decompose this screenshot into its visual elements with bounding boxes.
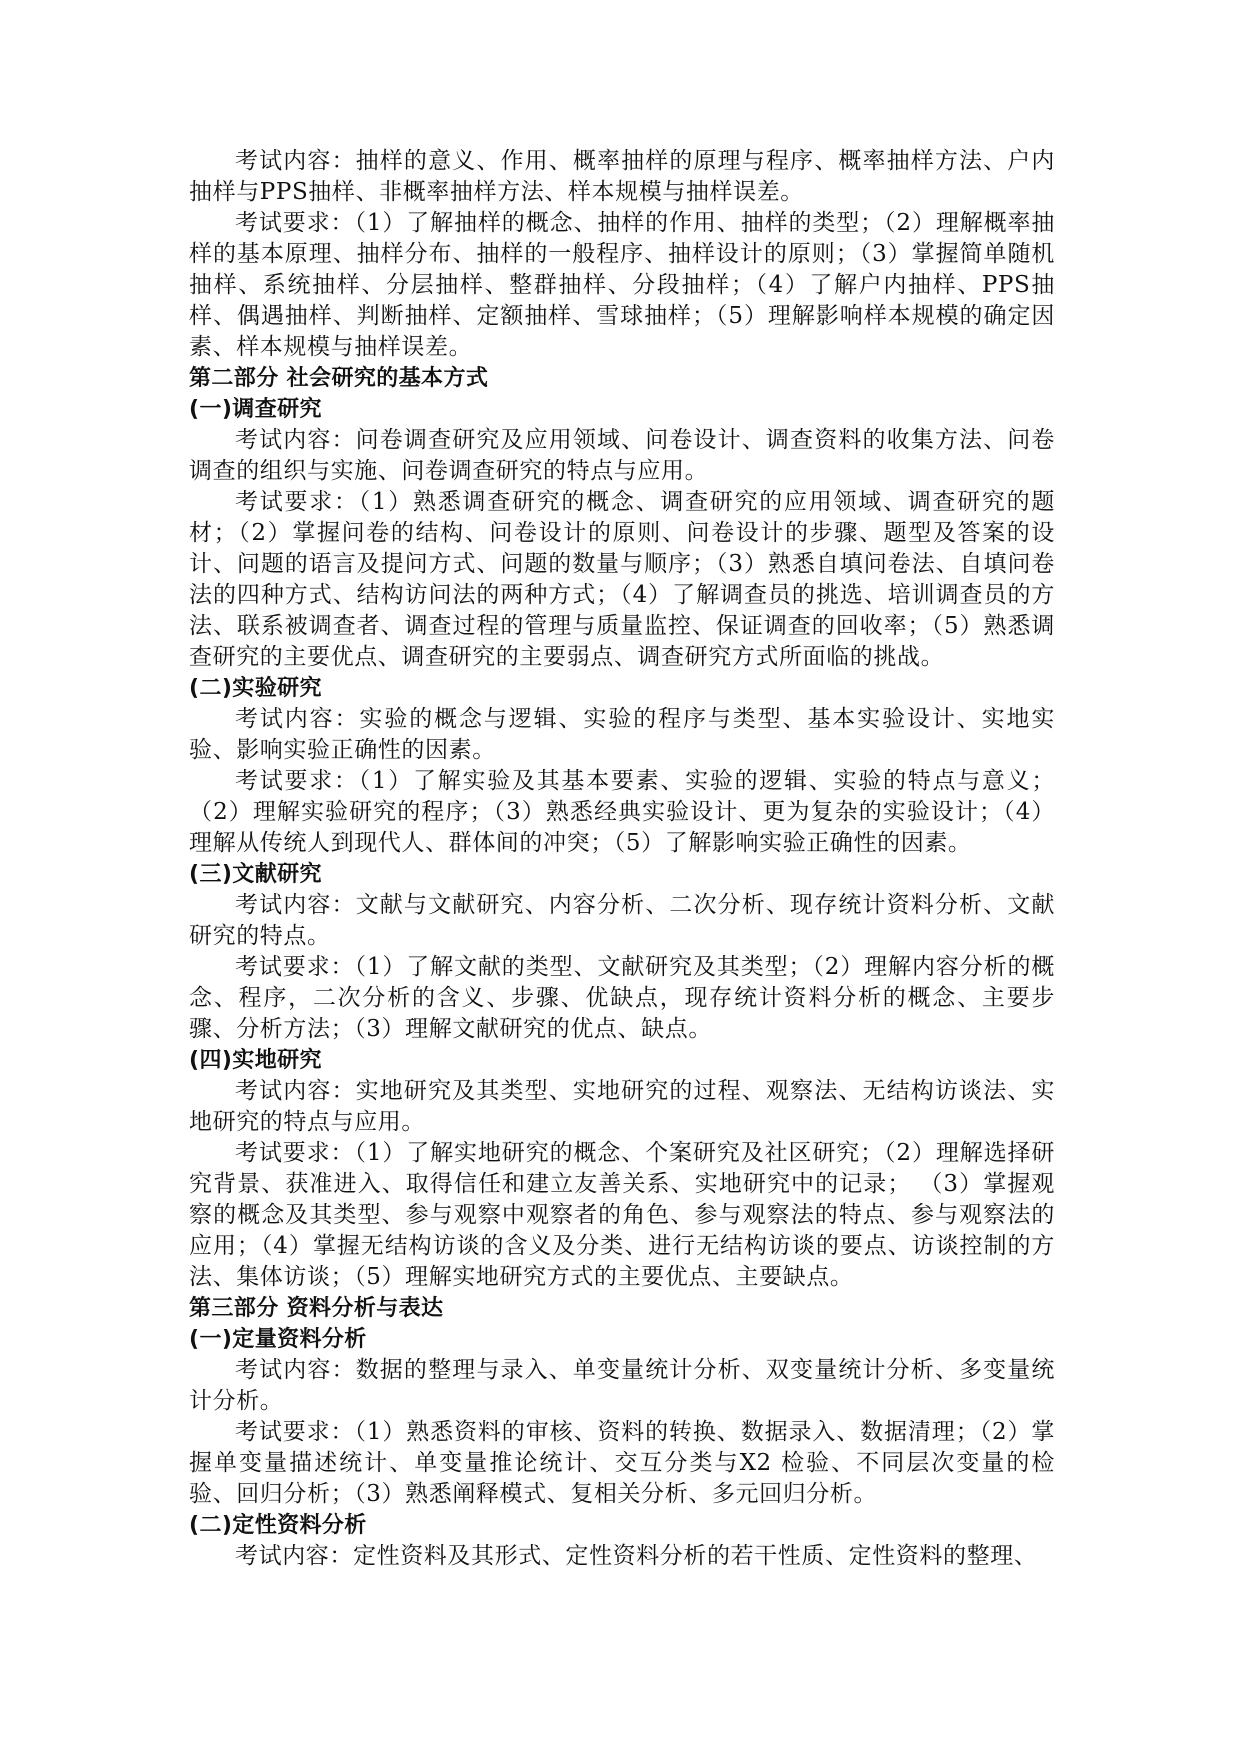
- section-heading: (一)定量资料分析: [189, 1327, 367, 1352]
- paragraph: 考试要求：（1）熟悉资料的审核、资料的转换、数据录入、数据清理；（2）掌握单变量描述统计、单变量推论统计、交互分类与X2 检验、不同层次变量的检验、回归分析；（3）熟悉阐释模式、复相关分析、多元回归分析。: [189, 1419, 1055, 1507]
- paragraph: 考试内容：数据的整理与录入、单变量统计分析、双变量统计分析、多变量统计分析。: [189, 1357, 1055, 1414]
- part-heading: 第二部分 社会研究的基本方式: [189, 366, 489, 391]
- paragraph: 考试内容：实验的概念与逻辑、实验的程序与类型、基本实验设计、实地实验、影响实验正确性的因素。: [189, 706, 1055, 763]
- paragraph: 考试内容：问卷调查研究及应用领域、问卷设计、调查资料的收集方法、问卷调查的组织与实施、问卷调查研究的特点与应用。: [189, 427, 1055, 484]
- section-heading: (二)定性资料分析: [189, 1513, 367, 1538]
- paragraph: 考试要求：（1）了解文献的类型、文献研究及其类型；（2）理解内容分析的概念、程序，二次分析的含义、步骤、优缺点，现存统计资料分析的概念、主要步骤、分析方法；（3）理解文献研究的优点、缺点。: [189, 954, 1055, 1042]
- section-heading: (三)文献研究: [189, 862, 322, 887]
- section-heading: (一)调查研究: [189, 397, 322, 422]
- paragraph: 考试要求：（1）了解实验及其基本要素、实验的逻辑、实验的特点与意义；（2）理解实验研究的程序；（3）熟悉经典实验设计、更为复杂的实验设计；（4）理解从传统人到现代人、群体间的冲突；（5）了解影响实验正确性的因素。: [189, 768, 1055, 856]
- section-heading: (二)实验研究: [189, 676, 322, 701]
- paragraph: 考试要求：（1）熟悉调查研究的概念、调查研究的应用领域、调查研究的题材；（2）掌握问卷的结构、问卷设计的原则、问卷设计的步骤、题型及答案的设计、问题的语言及提问方式、问题的数量与顺序；（3）熟悉自填问卷法、自填问卷法的四种方式、结构访问法的两种方式；（4）了解调查员的挑选、培训调查员的方法、联系被调查者、调查过程的管理与质量监控、保证调查的回收率；（5）熟悉调查研究的主要优点、调查研究的主要弱点、调查研究方式所面临的挑战。: [189, 489, 1055, 670]
- paragraph: 考试要求：（1）了解实地研究的概念、个案研究及社区研究；（2）理解选择研究背景、获准进入、取得信任和建立友善关系、实地研究中的记录； （3）掌握观察的概念及其类型、参与观察中观察者的角色、参与观察法的特点、参与观察法的应用；（4）掌握无结构访谈的含义及分类、进行无结构访谈的要点、访谈控制的方法、集体访谈；（5）理解实地研究方式的主要优点、主要缺点。: [189, 1140, 1055, 1290]
- document-page: [189, 146, 1055, 1572]
- paragraph: 考试内容：定性资料及其形式、定性资料分析的若干性质、定性资料的整理、: [235, 1543, 1038, 1569]
- paragraph: 考试内容：实地研究及其类型、实地研究的过程、观察法、无结构访谈法、实地研究的特点与应用。: [189, 1078, 1055, 1135]
- paragraph: 考试内容：文献与文献研究、内容分析、二次分析、现存统计资料分析、文献研究的特点。: [189, 892, 1055, 949]
- paragraph: 考试要求：（1）了解抽样的概念、抽样的作用、抽样的类型；（2）理解概率抽样的基本原理、抽样分布、抽样的一般程序、抽样设计的原则；（3）掌握简单随机抽样、系统抽样、分层抽样、整群抽样、分段抽样；（4）了解户内抽样、PPS抽样、偶遇抽样、判断抽样、定额抽样、雪球抽样；（5）理解影响样本规模的确定因素、样本规模与抽样误差。: [189, 210, 1055, 360]
- part-heading: 第三部分 资料分析与表达: [189, 1296, 444, 1321]
- section-heading: (四)实地研究: [189, 1048, 322, 1073]
- paragraph: 考试内容：抽样的意义、作用、概率抽样的原理与程序、概率抽样方法、户内抽样与PPS抽样、非概率抽样方法、样本规模与抽样误差。: [189, 148, 1055, 205]
